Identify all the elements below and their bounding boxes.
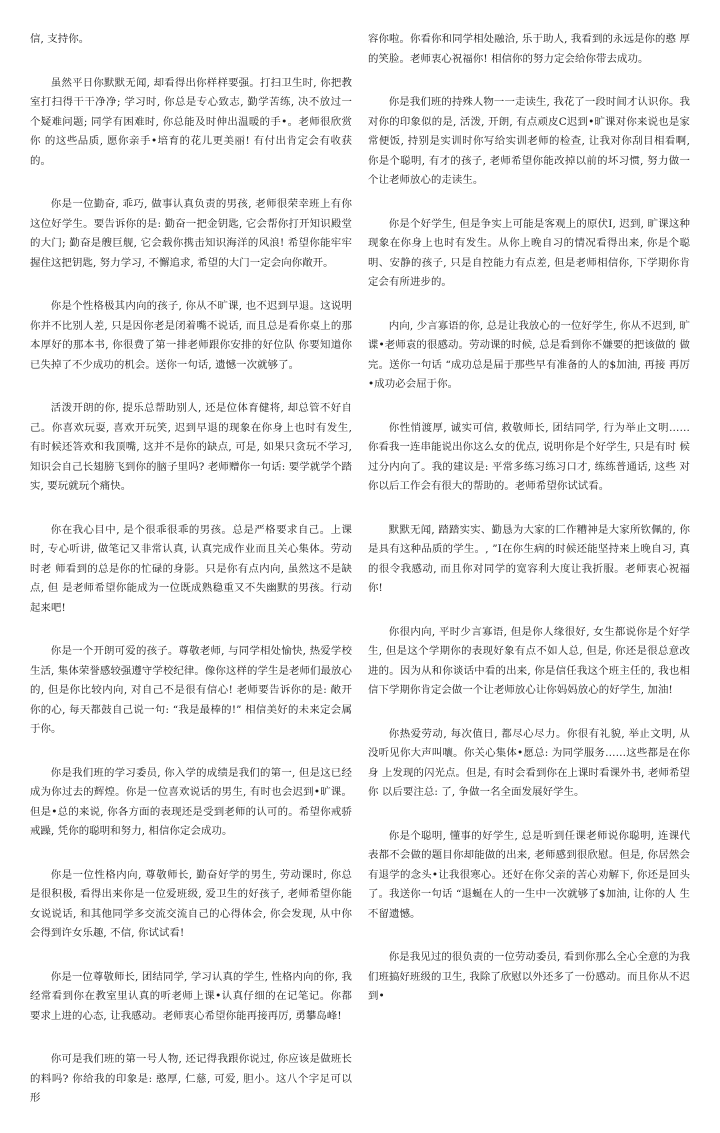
- comment-paragraph: 你可是我们班的第一号人物, 还记得我跟你说过, 你应该是做班长的料吗? 你给我的印象是: 憨厚, 仁慈, 可爱, 胆小。这八个字足可以 形: [30, 1053, 352, 1104]
- comment-paragraph: 你是个性格极其内向的孩子, 你从不旷课, 也不迟到早退。这说明 你并不比别人差, 只是因你老是闭着嘴不说话, 而且总是看你桌上的那 本厚好的那本书, 你很费了第一排老师跟你安排的好位队 你要知道你 已失掉了不少成功的机会。送你一句话, 遗憾一次就够了。: [30, 300, 352, 371]
- comment-paragraph: 你性悄渡厚, 诚实可信, 救敬师长, 团结同学, 行为举止文明…… 你看我一连串能说出你这么女的优点, 说明你是个好学生, 只是有时 候过分内向了。我的建议是: 平常多练习练习口才, 练练普通话, 这些 对你以后工作会有很大的帮助的。老师希望你试试看。: [368, 421, 690, 492]
- comment-paragraph: 容你啦。你看你和同学相处融洽, 乐于助人, 我看到的永远是你的憨 厚的笑脸。老师衷心祝福你! 相信你的努力定会给你带去成功。: [368, 33, 690, 65]
- comment-paragraph: 你是我见过的很负责的一位劳动委员, 看到你那么全心全意的为我 们班搞好班级的卫生, 我除了欣慰以外还多了一份感动。而且你从不迟 到•: [368, 951, 690, 1002]
- comment-paragraph: 你热爱劳动, 每次值日, 都尽心尽力。你很有礼貌, 举止文明, 从 没听见你大声叫嚷。你关心集体•愿总: 为同学服务……这些都是在你身 上发现的闪光点。但是, 有时会看到你在上课时看课外书, 老师希望你 以后要注总: 了, 争做一名全面发展好学生。: [368, 727, 690, 798]
- comment-paragraph: 你是一位性格内向, 尊敬师长, 勤奋好学的男生, 劳动课时, 你总 是很积极, 看得出来你是一位爱班级, 爱卫生的好孩子, 老师希望你能 女说说话, 和其他同学多交流交流自己的心得体会, 你会发现, 从中你 会得到许女乐趣, 不信, 你试试看!: [30, 868, 352, 939]
- comment-paragraph: 你是个好学生, 但是争实上可能是客观上的原伏I, 迟到, 旷课这种现象在你身上也时有发生。从你上晚自习的情况看得出来, 你是个聪明、安静的孩子, 只是自控能力有点差, 但是老师相信你, 下学期你肯定会有所进步的。: [368, 217, 690, 288]
- left-column: [30, 30, 352, 1133]
- comment-paragraph: 内向, 少言寡语的你, 总是让我放心的一位好学生, 你从不迟到, 旷 谍•老师袁的很感动。劳动课的时候, 总是看到你不嫌要的把该做的 做完。送你一句话 “成功总是届于那些早有准备的人的$加油, 再接 再厉•成功必会屈于你。: [368, 319, 690, 390]
- comment-paragraph: 你是一个开朗可爱的孩子。尊敬老师, 与同学相处愉快, 热爱学校 生活, 集体荣誉感较强遵守学校纪律。像你这样的学生是老师们最放心 的, 但是你比较内向, 对自己不是很有信心! 老师要告诉你的是: 敞开 你的心, 每天都鼓自己说一句: “我是最棒的!” 相信美好的未来定会属 于你。: [30, 645, 352, 735]
- comment-paragraph: 虽然平日你默默无闻, 却看得出你样样要强。打扫卫生时, 你把教 室打扫得干干净净; 学习时, 你总是专心致志, 勤学苦练, 决不放过一 个疑难问题; 同学有困难时, 你总能及时伸出温暖的手•。老师很欣赏你 的这些品质, 愿你亲手•培育的花儿更美丽! 有付出肯定会有收获的。: [30, 76, 352, 167]
- comment-paragraph: 信, 支持你。: [30, 33, 90, 45]
- right-column: [368, 30, 690, 1031]
- comment-paragraph: 你是我们班的学习委员, 你入学的成绩是我们的第一, 但是这已经 成为你过去的辉煌。你是一位喜欢说话的男生, 有时也会迟到•旷课。 但是•总的来说, 你各方面的表现还是受到老师的认可的。希望你戒骄 戒躁, 凭你的聪明和努力, 相信你定会成功。: [30, 766, 352, 837]
- comment-paragraph: 活泼开朗的你, 提乐总帮助别人, 还是位体育健将, 却总管不好自 己。你喜欢玩耍, 喜欢开玩笑, 迟到早退的现象在你身上也时有发生, 有时候还答欢和我顶嘴, 这并不是你的缺点, 可是, 如果只贪玩不学习, 知识会自己长翅膀飞到你的脑子里吗? 老师赠你一句话: 要学就学个踏 实, 要玩就玩个痛快。: [30, 402, 352, 492]
- comment-paragraph: 你是一位尊敬师长, 团结同学, 学习认真的学生, 性格内向的你, 我经常看到你在教室里认真的听老师上课•认真仔细的在记笔记。你都 要求上进的心态, 让我感动。老师衷心希望你能再接再厉, 勇攀岛峰!: [30, 970, 352, 1022]
- comment-paragraph: 你在我心目中, 是个很乖很乖的男孩。总是严格要求自己。上课时, 专心听讲, 做笔记又非常认真, 认真完成作业而且关心集体。劳动时老 师看到的总是你的忙碌的身影。只是你有点内向, 虽然这不是缺点, 但 是老师希望你能成为一位既成熟稳重又不失幽默的男孩。行动起来吧!: [30, 523, 352, 614]
- comment-paragraph: 默默无闻, 踏踏实实、勤恳为大家的匚作糟神是大家所钦佩的, 你 是具有这种品质的学生。, ”I在你生病的时候还能坚持来上晚自习, 真的很令我感动, 而且你对同学的宽容利大度让我折服。老师衷心祝福你!: [368, 523, 690, 594]
- comment-paragraph: 你是个聪明, 懂事的好学生, 总是听到任课老师说你聪明, 连课代 表都不会做的题目你却能做的出来, 老师感到很欣慰。但是, 你居然会 有退学的念头•让我很寒心。还好在你父亲的苦心劝解下, 你还是回头了。我送你一句话 “退蜒在人的一生中一次就够了$加油, 让你的人 生不留遗憾。: [368, 829, 690, 920]
- comment-paragraph: 你是我们班的持殊人物一一走读生, 我花了一段时间才认识你。我对你的印象似的是, 活泼, 开朗, 有点顽皮C迟到•旷课对你来说也是家 常便饭, 持别是实训时你写给实训老师的检查, 让我对你刮目相看啊, 你是个聪明, 有才的孩子, 老师希望你能改掉以前的坏习惯, 努力做一 个让老师放心的走读生。: [368, 96, 690, 186]
- comment-paragraph: 你很内向, 平时少言寡语, 但是你人缘很好, 女生都说你是个好学 生, 但是这个学期你的表现好象有点不如人总, 但是, 你还是很总意改 进的。因为从和你谈话中看的出来, 你是信任我这个班主任的, 我也相 信下学期你肯定会做一个让老师放心让你妈妈放心的好学生, 加油!: [368, 625, 690, 696]
- comment-paragraph: 你是一位勤奋, 乖巧, 做事认真负责的男孩, 老师很荣幸班上有你 这位好学生。要告诉你的是: 勤奋一把金钥匙, 它会帮你打开知识殿堂 的大门; 勤奋是艘巨舰, 它会载你携击知识海洋的风浪! 希望你能牢牢 握住这把钥匙, 努力学习, 不懈追求, 希望的大门一定会向你敞开。: [30, 198, 352, 269]
